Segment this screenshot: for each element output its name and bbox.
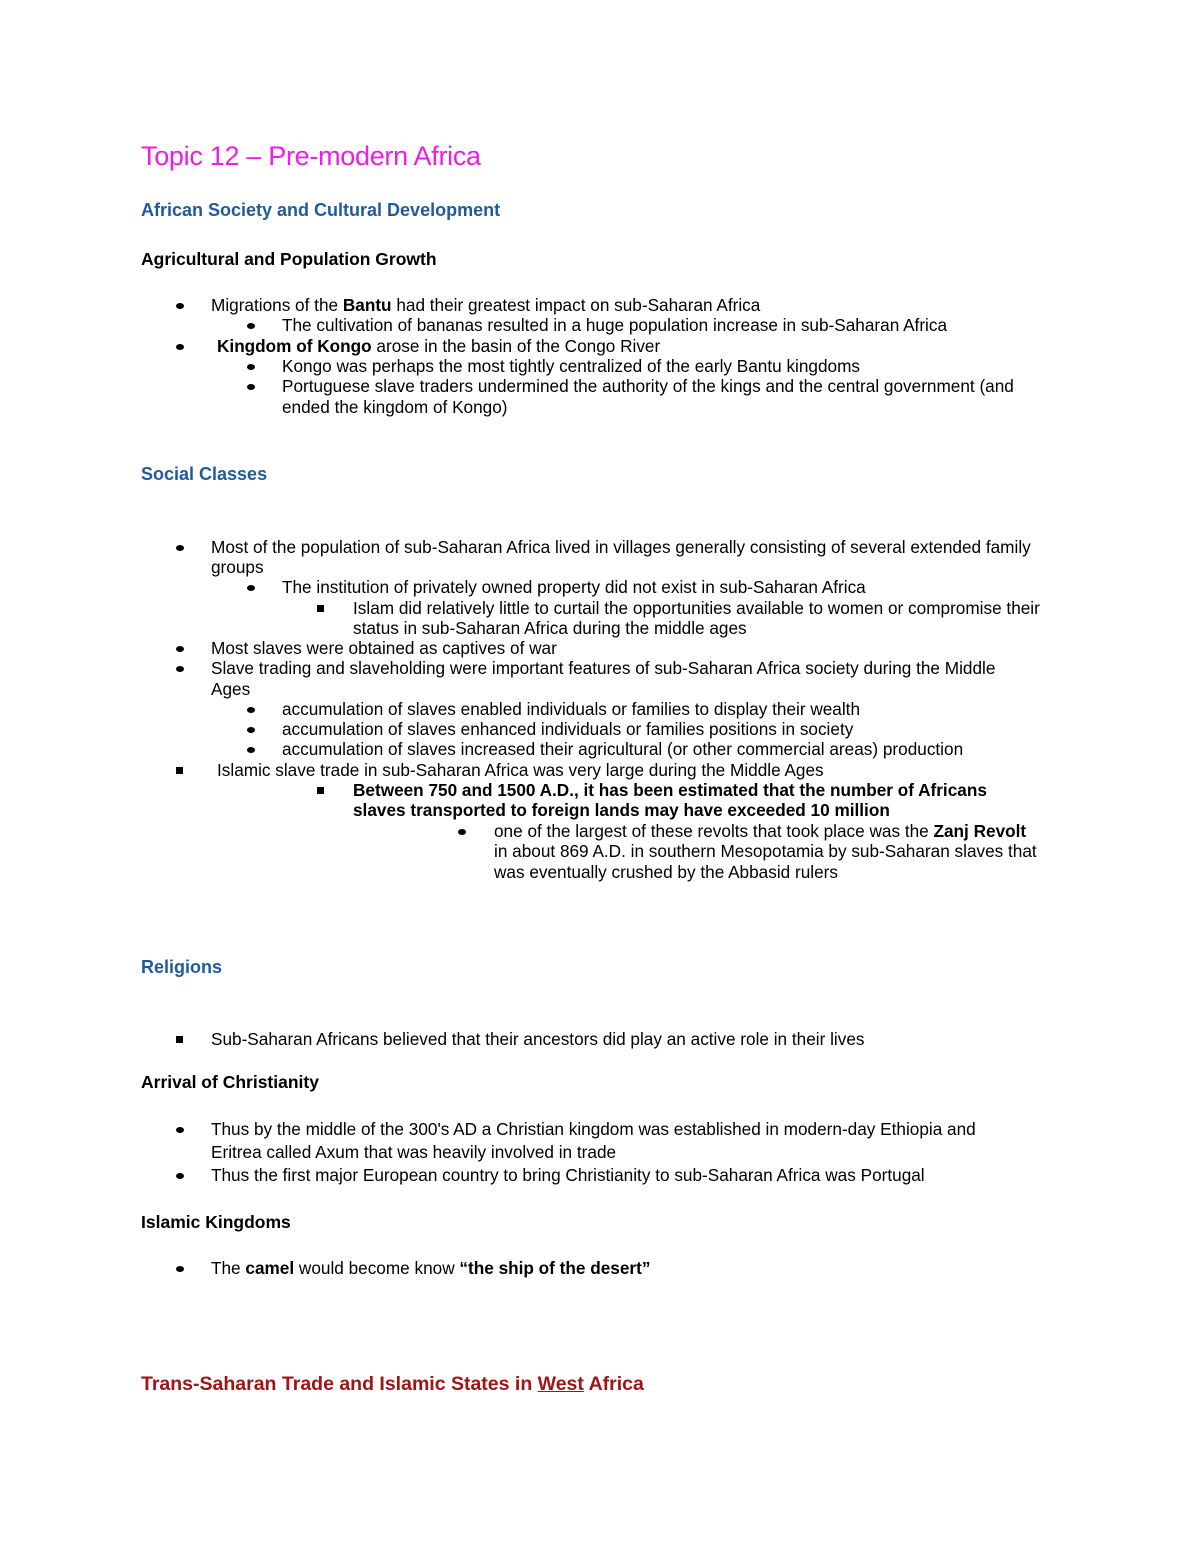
list-item: Islamic slave trade in sub-Saharan Africa was very large during the Middle Ages — [217, 760, 824, 780]
list-item-continuation: groups — [211, 557, 264, 577]
list-item-continuation: Eritrea called Axum that was heavily involved in trade — [211, 1142, 617, 1162]
bullet-square-icon — [317, 598, 324, 619]
bullet-dot-icon — [176, 295, 184, 316]
list-item-continuation: was eventually crushed by the Abbasid rulers — [494, 862, 838, 882]
list-item: Islam did relatively little to curtail the opportunities available to women or compromise their — [353, 598, 1040, 618]
list-item: Slave trading and slaveholding were important features of sub-Saharan Africa society during the Middle — [211, 658, 996, 678]
bullet-dot-icon — [247, 739, 255, 760]
section-heading-african-society: African Society and Cultural Development — [141, 200, 501, 220]
bullet-dot-icon — [247, 376, 255, 397]
list-item: Thus by the middle of the 300's AD a Christian kingdom was established in modern-day Ethiopia and — [211, 1119, 976, 1139]
bullet-dot-icon — [176, 658, 184, 679]
west-link[interactable]: West — [537, 1373, 584, 1395]
list-item: Kongo was perhaps the most tightly centralized of the early Bantu kingdoms — [282, 356, 861, 376]
bullet-dot-icon — [458, 821, 466, 842]
list-item: Sub-Saharan Africans believed that their ancestors did play an active role in their lives — [211, 1029, 865, 1049]
bullet-dot-icon — [247, 356, 255, 377]
list-item-continuation: ended the kingdom of Kongo) — [282, 397, 508, 417]
list-item-continuation: slaves transported to foreign lands may have exceeded 10 million — [353, 800, 890, 820]
bullet-dot-icon — [247, 577, 255, 598]
bullet-square-icon — [176, 1029, 183, 1050]
list-item: accumulation of slaves enabled individuals or families to display their wealth — [282, 699, 860, 719]
list-item: Between 750 and 1500 A.D., it has been estimated that the number of Africans — [353, 780, 987, 800]
bullet-dot-icon — [176, 537, 184, 558]
list-item: Portuguese slave traders undermined the authority of the kings and the central government (and — [282, 376, 1014, 396]
list-item: Most of the population of sub-Saharan Africa lived in villages generally consisting of several extended family — [211, 537, 1031, 557]
bullet-dot-icon — [247, 719, 255, 740]
bullet-dot-icon — [176, 1258, 184, 1279]
list-item: Migrations of the Bantu had their greatest impact on sub-Saharan Africa — [211, 295, 761, 315]
bullet-dot-icon — [247, 315, 255, 336]
list-item: Thus the first major European country to bring Christianity to sub-Saharan Africa was Portugal — [211, 1165, 925, 1185]
list-item-continuation: Ages — [211, 679, 251, 699]
section-heading-trans-saharan-trade: Trans-Saharan Trade and Islamic States in West Africa — [141, 1373, 644, 1395]
bullet-dot-icon — [176, 1165, 184, 1186]
list-item: Kingdom of Kongo arose in the basin of the Congo River — [217, 336, 661, 356]
bullet-square-icon — [176, 760, 183, 781]
subheading-islamic-kingdoms: Islamic Kingdoms — [141, 1212, 291, 1232]
list-item: The camel would become know “the ship of the desert” — [211, 1258, 651, 1278]
list-item: accumulation of slaves increased their agricultural (or other commercial areas) production — [282, 739, 964, 759]
section-heading-religions: Religions — [141, 957, 223, 977]
bullet-dot-icon — [176, 336, 184, 357]
subheading-arrival-of-christianity: Arrival of Christianity — [141, 1072, 319, 1092]
list-item: The institution of privately owned property did not exist in sub-Saharan Africa — [282, 577, 866, 597]
bullet-dot-icon — [247, 699, 255, 720]
subheading-agricultural-growth: Agricultural and Population Growth — [141, 249, 437, 269]
list-item: The cultivation of bananas resulted in a huge population increase in sub-Saharan Africa — [282, 315, 948, 335]
list-item: Most slaves were obtained as captives of war — [211, 638, 557, 658]
bullet-dot-icon — [176, 1119, 184, 1140]
list-item: one of the largest of these revolts that took place was the Zanj Revolt — [494, 821, 1027, 841]
section-heading-social-classes: Social Classes — [141, 464, 268, 484]
bullet-dot-icon — [176, 638, 184, 659]
bullet-square-icon — [317, 780, 324, 801]
list-item-continuation: in about 869 A.D. in southern Mesopotamia by sub-Saharan slaves that — [494, 841, 1037, 861]
list-item-continuation: status in sub-Saharan Africa during the middle ages — [353, 618, 747, 638]
page-title: Topic 12 – Pre-modern Africa — [141, 141, 481, 171]
list-item: accumulation of slaves enhanced individuals or families positions in society — [282, 719, 854, 739]
